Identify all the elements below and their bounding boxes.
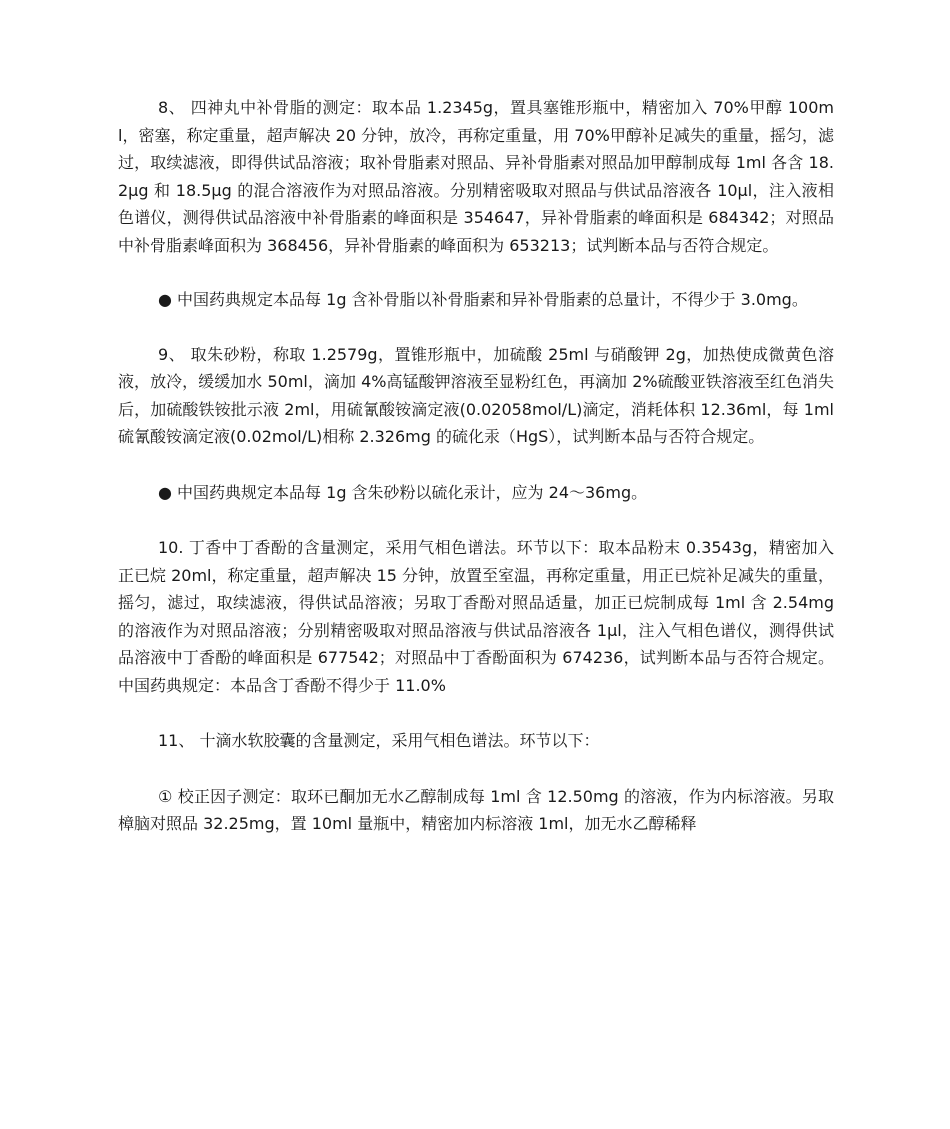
question-11-heading: 11、 十滴水软胶囊的含量测定，采用气相色谱法。环节以下： — [158, 731, 600, 750]
question-10-text: 10. 丁香中丁香酚的含量测定，采用气相色谱法。环节以下：取本品粉末 0.3543g，精密加入正已烷 20ml，称定重量，超声解决 15 分钟，放置至室温，再称定重量，用正已烷补足减失的重量，摇匀，滤过，取续滤液，得供试品溶液；另取丁香酚对照品适量，加正已烷制成每 1ml 含 2.54mg 的溶液作为对照品溶液；分别精密吸取对照品溶液与供试品溶液各 1μl，注入气相色谱仪，测得供试品溶液中丁香酚的峰面积是 677542；对照品中丁香酚面积为 674236，试判断本品与否符合规定。中国药典规定：本品含丁香酚不得少于 11.0% — [118, 538, 835, 695]
question-9-text: 9、 取朱砂粉，称取 1.2579g，置锥形瓶中，加硫酸 25ml 与硝酸钾 2g，加热使成微黄色溶液，放冷，缓缓加水 50ml，滴加 4%高锰酸钾溶液至显粉红色，再滴加 2%硫酸亚铁溶液至红色消失后，加硫酸铁铵批示液 2ml，用硫氰酸铵滴定液(0.02058mol/L)滴定，消耗体积 12.36ml，每 1ml 硫氰酸铵滴定液(0.02mol/L)相称 2.326mg 的硫化汞（HgS），试判断本品与否符合规定。 — [118, 344, 834, 446]
question-9-standard-note: ● 中国药典规定本品每 1g 含朱砂粉以硫化汞计，应为 24～36mg。 — [158, 482, 648, 502]
question-8-standard-note: ● 中国药典规定本品每 1g 含补骨脂以补骨脂素和异补骨脂素的总量计，不得少于 3.0mg。 — [158, 290, 808, 309]
question-8-text: 8、 四神丸中补骨脂的测定：取本品 1.2345g，置具塞锥形瓶中，精密加入 70%甲醇 100ml，密塞，称定重量，超声解决 20 分钟，放冷，再称定重量，用 70%甲醇补足减失的重量，摇匀，滤过，取续滤液，即得供试品溶液；取补骨脂素对照品、异补骨脂素对照品加甲醇制成每 1ml 各含 18.2μg 和 18.5μg 的混合溶液作为对照品溶液。分别精密吸取对照品与供试品溶液各 10μl，注入液相色谱仪，测得供试品溶液中补骨脂素的峰面积是 354647，异补骨脂素的峰面积是 684342；对照品中补骨脂素峰面积为 368456，异补骨脂素的峰面积为 653213；试判断本品与否符合规定。 — [118, 98, 834, 255]
document-page — [118, 94, 834, 838]
question-11-step-1-text: ① 校正因子测定：取环已酮加无水乙醇制成每 1ml 含 12.50mg 的溶液，作为内标溶液。另取樟脑对照品 32.25mg，置 10ml 量瓶中，精密加内标溶液 1ml，加无水乙醇稀释 — [118, 786, 834, 833]
